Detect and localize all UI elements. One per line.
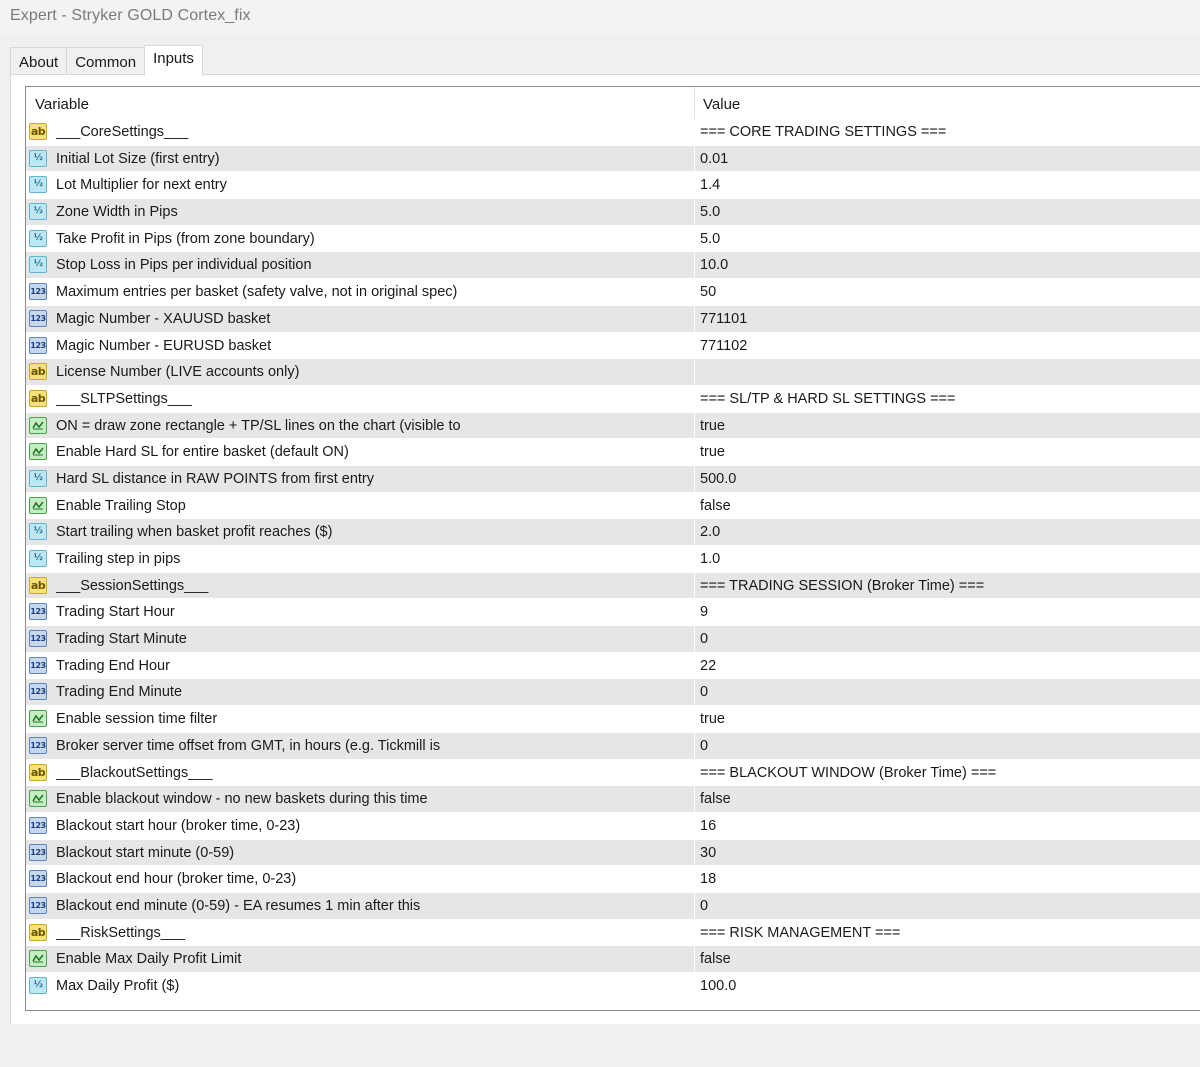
table-row[interactable] [26, 146, 1200, 173]
cell-divider [694, 279, 695, 305]
variable-name: Trading Start Minute [56, 631, 187, 648]
double-type-icon: ½ [29, 977, 47, 994]
table-row[interactable] [26, 760, 1200, 787]
cell-divider [694, 413, 695, 439]
variable-name: Enable Hard SL for entire basket (default ON) [56, 444, 349, 461]
window-title: Expert - Stryker GOLD Cortex_fix [10, 7, 251, 24]
variable-name: Magic Number - XAUUSD basket [56, 310, 271, 327]
table-row[interactable] [26, 119, 1200, 146]
table-row[interactable] [26, 333, 1200, 360]
cell-divider [694, 786, 695, 812]
variable-name: Broker server time offset from GMT, in hours (e.g. Tickmill is [56, 737, 441, 754]
table-row[interactable] [26, 439, 1200, 466]
grid-rows [26, 119, 1200, 1000]
variable-name: Max Daily Profit ($) [56, 978, 180, 994]
variable-value[interactable]: === SL/TP & HARD SL SETTINGS === [700, 390, 956, 407]
string-type-icon: ab [30, 125, 46, 138]
variable-value[interactable]: 771101 [700, 310, 748, 327]
variable-name: Blackout end minute (0-59) - EA resumes 1 min after this [56, 897, 421, 914]
double-type-icon: ½ [29, 150, 47, 167]
string-type-icon: ab [30, 765, 46, 779]
integer-type-icon: 123 [29, 844, 47, 861]
cell-divider [694, 439, 695, 465]
variable-name: Enable Max Daily Profit Limit [56, 951, 242, 968]
variable-name: Enable Trailing Stop [56, 497, 186, 514]
tab-about[interactable]: About [10, 47, 67, 76]
column-header-value[interactable]: Value [703, 96, 741, 113]
table-row[interactable] [26, 973, 1200, 1000]
bool-type-icon [29, 443, 47, 460]
table-row[interactable] [26, 546, 1200, 573]
table-row[interactable] [26, 493, 1200, 520]
table-row[interactable] [26, 893, 1200, 920]
table-row[interactable] [26, 413, 1200, 440]
variable-value[interactable]: true [700, 444, 725, 461]
bool-type-icon [29, 497, 47, 514]
cell-divider [694, 973, 695, 999]
variable-name: Initial Lot Size (first entry) [56, 150, 220, 167]
tab-common[interactable]: Common [66, 47, 145, 76]
variable-name: License Number (LIVE accounts only) [56, 364, 300, 381]
table-row[interactable] [26, 466, 1200, 493]
variable-value[interactable]: 18 [700, 871, 717, 888]
bool-type-icon [29, 710, 47, 727]
cell-divider [694, 840, 695, 866]
cell-divider [694, 866, 695, 892]
table-row[interactable] [26, 519, 1200, 546]
integer-type-icon: 123 [29, 310, 47, 327]
table-row[interactable] [26, 679, 1200, 706]
variable-value[interactable]: 9 [700, 604, 709, 621]
column-divider[interactable] [694, 87, 695, 119]
cell-divider [694, 226, 695, 252]
variable-value[interactable]: 22 [700, 657, 717, 674]
variable-value[interactable]: 0.01 [700, 150, 729, 167]
variable-value[interactable]: 50 [700, 284, 717, 301]
table-row[interactable] [26, 226, 1200, 253]
table-row[interactable] [26, 866, 1200, 893]
variable-name: Stop Loss in Pips per individual position [56, 257, 312, 274]
variable-value[interactable]: 1.0 [700, 551, 721, 567]
variable-name: Maximum entries per basket (safety valve, not in original spec) [56, 284, 458, 301]
variable-value[interactable]: === BLACKOUT WINDOW (Broker Time) === [700, 764, 997, 781]
table-row[interactable] [26, 359, 1200, 386]
variable-name: Trading End Minute [56, 684, 183, 701]
table-row[interactable] [26, 786, 1200, 813]
table-row[interactable] [26, 386, 1200, 413]
cell-divider [694, 946, 695, 972]
variable-value[interactable]: 0 [700, 631, 709, 648]
integer-type-icon: 123 [29, 630, 47, 647]
bool-type-icon [29, 790, 47, 807]
variable-value[interactable]: 0 [700, 737, 709, 754]
cell-divider [694, 573, 695, 599]
integer-type-icon: 123 [29, 337, 47, 354]
double-type-icon: ½ [29, 256, 47, 273]
inputs-panel [10, 74, 1200, 1025]
variable-value[interactable]: true [700, 711, 725, 728]
variable-value[interactable]: false [700, 497, 731, 514]
variable-value[interactable]: 2.0 [700, 524, 721, 541]
table-row[interactable] [26, 733, 1200, 760]
cell-divider [694, 119, 695, 145]
cell-divider [694, 493, 695, 519]
variable-name: Zone Width in Pips [56, 204, 178, 221]
variable-value[interactable]: === TRADING SESSION (Broker Time) === [700, 577, 985, 594]
variable-value[interactable]: === RISK MANAGEMENT === [700, 924, 901, 941]
double-type-icon: ½ [29, 470, 47, 487]
table-row[interactable] [26, 946, 1200, 973]
integer-type-icon: 123 [29, 870, 47, 887]
variable-name: Trading Start Hour [56, 604, 175, 621]
bool-type-icon [29, 950, 47, 967]
cell-divider [694, 733, 695, 759]
integer-type-icon: 123 [29, 657, 47, 674]
column-header-variable[interactable]: Variable [35, 96, 89, 113]
table-row[interactable] [26, 599, 1200, 626]
variable-value[interactable]: true [700, 417, 725, 434]
table-row[interactable] [26, 920, 1200, 947]
dialog-footer [0, 1024, 1200, 1067]
table-row[interactable] [26, 573, 1200, 600]
cell-divider [694, 599, 695, 625]
table-row[interactable] [26, 626, 1200, 653]
cell-divider [694, 359, 695, 385]
inputs-grid [25, 86, 1200, 1011]
cell-divider [694, 626, 695, 652]
variable-value[interactable]: 0 [700, 897, 709, 914]
variable-name: ___RiskSettings___ [56, 924, 185, 941]
variable-value[interactable]: 30 [700, 844, 717, 861]
variable-name: Blackout start minute (0-59) [56, 844, 235, 861]
variable-value[interactable]: false [700, 951, 731, 968]
variable-name: Magic Number - EURUSD basket [56, 337, 272, 354]
cell-divider [694, 813, 695, 839]
variable-name: Hard SL distance in RAW POINTS from first entry [56, 470, 375, 487]
double-type-icon: ½ [29, 176, 47, 193]
variable-value[interactable]: 5.0 [700, 204, 721, 221]
variable-value[interactable]: 500.0 [700, 470, 737, 487]
integer-type-icon: 123 [29, 603, 47, 620]
string-type-icon: ab [30, 578, 46, 592]
variable-value[interactable]: 5.0 [700, 230, 721, 247]
string-type-icon: ab [30, 391, 46, 405]
table-row[interactable] [26, 813, 1200, 840]
table-row[interactable] [26, 706, 1200, 733]
variable-value[interactable]: 10.0 [700, 257, 729, 274]
table-row[interactable] [26, 279, 1200, 306]
integer-type-icon: 123 [29, 897, 47, 914]
variable-value[interactable]: 100.0 [700, 978, 737, 994]
cell-divider [694, 386, 695, 412]
variable-name: Enable session time filter [56, 711, 218, 728]
double-type-icon: ½ [29, 230, 47, 247]
title-bar[interactable] [0, 0, 1200, 36]
table-row[interactable] [26, 653, 1200, 680]
integer-type-icon: 123 [29, 817, 47, 834]
variable-name: ___SessionSettings___ [56, 577, 209, 594]
table-row[interactable] [26, 252, 1200, 279]
cell-divider [694, 679, 695, 705]
variable-name: ___SLTPSettings___ [56, 390, 192, 407]
string-type-icon: ab [30, 925, 46, 939]
cell-divider [694, 546, 695, 572]
cell-divider [694, 146, 695, 172]
string-type-icon: ab [30, 365, 46, 379]
double-type-icon: ½ [29, 523, 47, 540]
variable-name: ON = draw zone rectangle + TP/SL lines on the chart (visible to [56, 417, 461, 434]
cell-divider [694, 252, 695, 278]
variable-name: Trading End Hour [56, 657, 170, 674]
cell-divider [694, 893, 695, 919]
integer-type-icon: 123 [29, 283, 47, 300]
cell-divider [694, 199, 695, 225]
variable-value[interactable]: 771102 [700, 337, 748, 354]
variable-value[interactable]: 1.4 [700, 177, 721, 194]
tab-inputs[interactable]: Inputs [144, 45, 203, 76]
double-type-icon: ½ [29, 203, 47, 220]
table-row[interactable] [26, 172, 1200, 199]
integer-type-icon: 123 [29, 683, 47, 700]
variable-name: Take Profit in Pips (from zone boundary) [56, 230, 315, 247]
cell-divider [694, 306, 695, 332]
table-row[interactable] [26, 840, 1200, 867]
integer-type-icon: 123 [29, 737, 47, 754]
variable-name: Trailing step in pips [56, 551, 181, 567]
variable-value[interactable]: === CORE TRADING SETTINGS === [700, 124, 947, 140]
cell-divider [694, 519, 695, 545]
cell-divider [694, 653, 695, 679]
variable-value[interactable]: 16 [700, 817, 717, 834]
cell-divider [694, 920, 695, 946]
double-type-icon: ½ [29, 550, 47, 567]
variable-name: Lot Multiplier for next entry [56, 177, 227, 194]
variable-name: ___CoreSettings___ [56, 124, 189, 140]
variable-name: Start trailing when basket profit reaches ($) [56, 524, 333, 541]
cell-divider [694, 706, 695, 732]
variable-value[interactable]: 0 [700, 684, 709, 701]
variable-name: ___BlackoutSettings___ [56, 764, 213, 781]
variable-name: Blackout end hour (broker time, 0-23) [56, 871, 297, 888]
table-row[interactable] [26, 199, 1200, 226]
variable-value[interactable]: false [700, 791, 731, 808]
variable-name: Enable blackout window - no new baskets during this time [56, 791, 428, 808]
cell-divider [694, 333, 695, 359]
tab-strip [10, 45, 202, 75]
grid-header [26, 87, 1200, 119]
variable-name: Blackout start hour (broker time, 0-23) [56, 817, 301, 834]
bool-type-icon [29, 417, 47, 434]
cell-divider [694, 466, 695, 492]
table-row[interactable] [26, 306, 1200, 333]
cell-divider [694, 172, 695, 198]
cell-divider [694, 760, 695, 786]
